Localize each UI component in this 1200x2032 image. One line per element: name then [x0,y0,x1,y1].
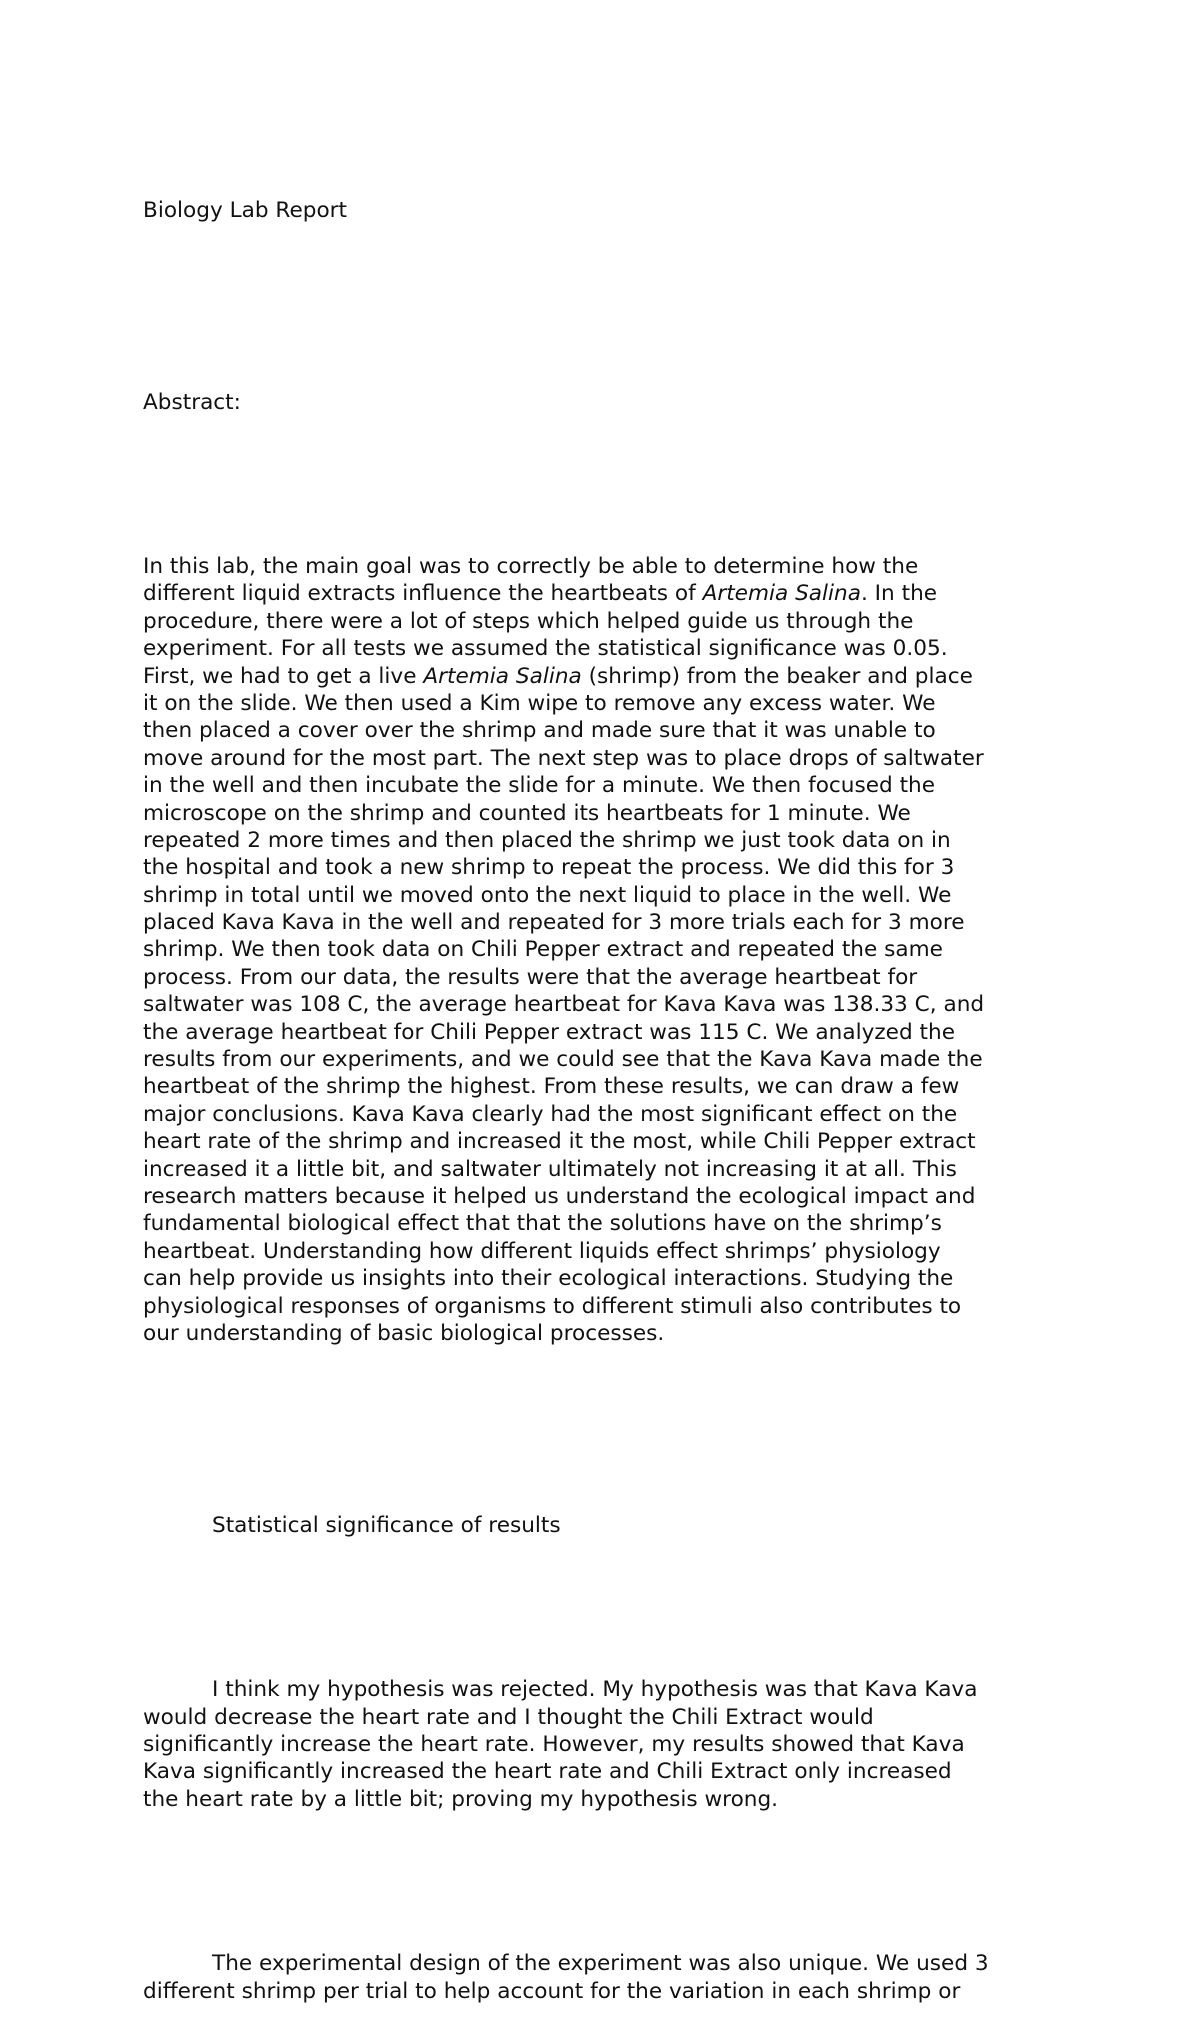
text-line [143,635,1143,662]
text-line [143,745,1143,772]
text-line [143,827,1143,854]
text-line: I think my hypothesis was rejected. My hypothesis was that Kava Kava [212,1677,978,1703]
text-line [143,1265,1143,1292]
text-segment: heartbeat. Understanding how different liquids effect shrimps’ physiology [143,1238,941,1264]
text-line [143,772,1143,799]
text-line [143,1238,1143,1265]
text-segment: our understanding of basic biological processes. [143,1320,665,1346]
text-segment: heart rate of the shrimp and increased it the most, while Chili Pepper extract [143,1129,976,1155]
design-paragraph [143,1950,1143,2005]
text-line [143,1293,1143,1320]
text-segment: fundamental biological effect that that the solutions have on the shrimp’s [143,1211,942,1237]
text-line [143,1128,1143,1155]
text-segment: physiological responses of organisms to different stimuli also contributes to [143,1293,962,1319]
text-segment: experiment. For all tests we assumed the statistical significance was 0.05. [143,636,948,662]
section-heading: Statistical significance of results [212,1512,561,1538]
text-line [143,1073,1143,1100]
document-title: Biology Lab Report [143,197,348,223]
text-segment: repeated 2 more times and then placed the shrimp we just took data on in [143,827,951,853]
abstract-heading: Abstract: [143,389,241,415]
text-line: The experimental design of the experiment was also unique. We used 3 [212,1951,989,1977]
text-line: different shrimp per trial to help account for the variation in each shrimp or [143,1978,961,2004]
text-line [143,717,1143,744]
document-page [143,142,1143,2032]
text-line [143,1320,1143,1347]
text-line [143,690,1143,717]
text-segment: the hospital and took a new shrimp to repeat the process. We did this for 3 [143,855,955,881]
text-line [143,1046,1143,1073]
text-segment: can help provide us insights into their ecological interactions. Studying the [143,1266,954,1292]
text-segment: heartbeat of the shrimp the highest. From these results, we can draw a few [143,1074,960,1100]
text-line: significantly increase the heart rate. However, my results showed that Kava [143,1731,965,1757]
text-line [143,882,1143,909]
text-segment: the average heartbeat for Chili Pepper extract was 115 C. We analyzed the [143,1019,955,1045]
text-line: the heart rate by a little bit; proving my hypothesis wrong. [143,1786,779,1812]
text-segment: microscope on the shrimp and counted its heartbeats for 1 minute. We [143,800,911,826]
text-line [143,553,1143,580]
hypothesis-paragraph [143,1676,1143,1813]
text-line [143,1019,1143,1046]
text-segment: process. From our data, the results were that the average heartbeat for [143,964,918,990]
text-segment: procedure, there were a lot of steps which helped guide us through the [143,608,914,634]
text-line [143,1101,1143,1128]
text-segment: shrimp. We then took data on Chili Pepper extract and repeated the same [143,937,943,963]
text-segment: saltwater was 108 C, the average heartbeat for Kava Kava was 138.33 C, and [143,992,985,1018]
text-line [143,936,1143,963]
text-line: Kava significantly increased the heart rate and Chili Extract only increased [143,1759,952,1785]
text-line [143,608,1143,635]
text-line [143,909,1143,936]
text-line [143,991,1143,1018]
text-segment: major conclusions. Kava Kava clearly had the most significant effect on the [143,1101,958,1127]
text-segment: . In the [860,581,938,607]
text-segment: in the well and then incubate the slide for a minute. We then focused the [143,773,936,799]
text-segment: different liquid extracts influence the heartbeats of [143,581,703,607]
text-segment: results from our experiments, and we could see that the Kava Kava made the [143,1047,983,1073]
text-line [143,964,1143,991]
text-segment: In this lab, the main goal was to correctly be able to determine how the [143,554,919,580]
species-name: Artemia Salina [423,663,582,689]
text-line [143,800,1143,827]
text-line [143,854,1143,881]
text-line [143,580,1143,607]
text-line [143,1183,1143,1210]
species-name: Artemia Salina [702,581,861,607]
text-segment: First, we had to get a live [143,663,424,689]
text-segment: (shrimp) from the beaker and place [581,663,973,689]
abstract-paragraph [143,553,1143,1347]
text-segment: move around for the most part. The next step was to place drops of saltwater [143,745,984,771]
text-line [143,1210,1143,1237]
text-line [143,663,1143,690]
text-segment: shrimp in total until we moved onto the next liquid to place in the well. We [143,882,952,908]
text-segment: research matters because it helped us understand the ecological impact and [143,1184,976,1209]
text-segment: then placed a cover over the shrimp and made sure that it was unable to [143,718,936,744]
text-line [143,1156,1143,1183]
text-segment: increased it a little bit, and saltwater ultimately not increasing it at all. This [143,1156,957,1182]
text-segment: placed Kava Kava in the well and repeated for 3 more trials each for 3 more [143,910,965,936]
text-segment: it on the slide. We then used a Kim wipe to remove any excess water. We [143,690,936,716]
text-line: would decrease the heart rate and I thought the Chili Extract would [143,1704,874,1730]
